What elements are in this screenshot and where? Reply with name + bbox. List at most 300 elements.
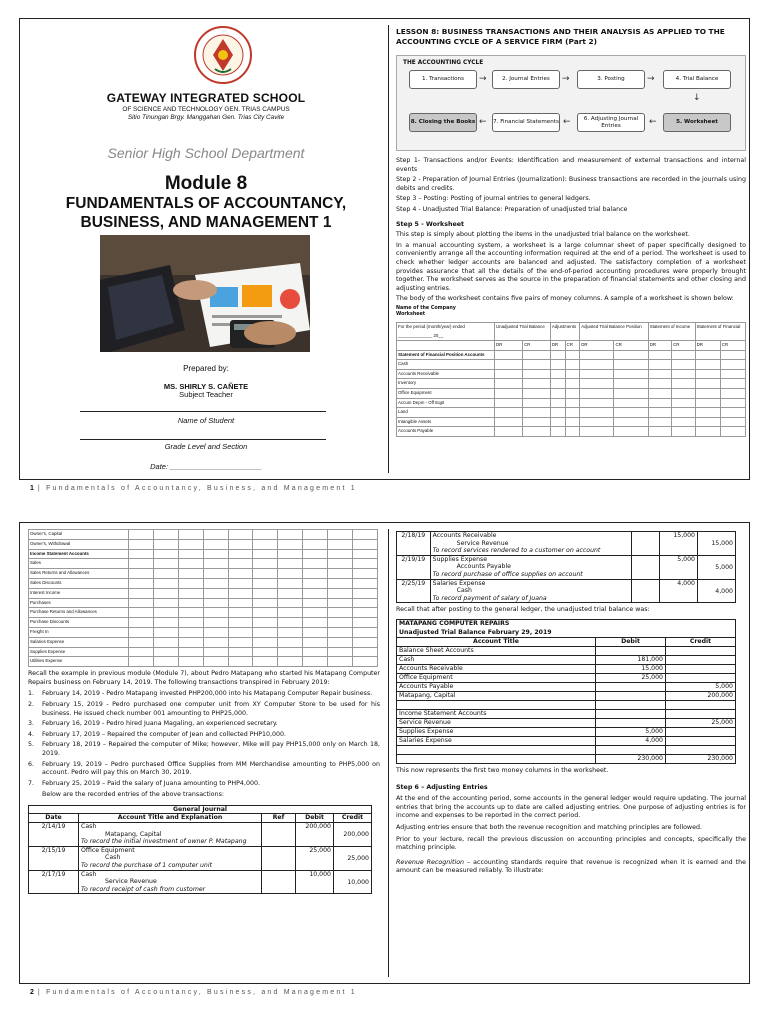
ws-cr: CR: [522, 341, 550, 351]
ws-cell: [303, 588, 328, 598]
ws-cell: [303, 549, 328, 559]
ws-cell: [522, 389, 550, 399]
ws-cell: [178, 530, 203, 540]
ws-cell: [550, 427, 565, 437]
ws-cell: [550, 408, 565, 418]
ws-cell: [303, 618, 328, 628]
ws-cell: [203, 618, 228, 628]
worksheet-account: Purchases: [29, 598, 129, 608]
arrow-right-icon: →: [479, 74, 487, 84]
ws-cell: [153, 637, 178, 647]
tb-credit: [666, 700, 736, 709]
ws-group-atb: Adjusted Trial Balance Position: [580, 322, 649, 340]
ws-cell: [203, 608, 228, 618]
gj-header: Account Title and Explanation: [79, 814, 262, 823]
ws-cell: [303, 598, 328, 608]
tb-debit: [596, 691, 666, 700]
worksheet-row: [397, 389, 746, 399]
left-column: [28, 529, 380, 894]
transaction-item: [28, 741, 380, 758]
worksheet-row: [29, 578, 378, 588]
credit-value: 10,000: [347, 878, 369, 886]
worksheet-row: [397, 417, 746, 427]
prepared-by-label: Prepared by:: [183, 364, 229, 373]
worksheet-row: [29, 657, 378, 667]
ws-cell: [328, 578, 353, 588]
worksheet-row: [397, 369, 746, 379]
ws-cell: [303, 530, 328, 540]
trial-balance-table: [396, 619, 736, 764]
page-number: 2: [30, 989, 34, 996]
entry-debit: 15,000: [660, 532, 698, 556]
ws-cell: [648, 427, 671, 437]
credit-account: Accounts Payable: [456, 563, 511, 571]
credit-account: Cash: [105, 854, 121, 862]
lesson-title: LESSON 8: BUSINESS TRANSACTIONS AND THEIR ANALYSIS AS APPLIED TO THE ACCOUNTING CYCLE OF A SERVICE FIRM (Part 2): [396, 27, 725, 46]
school-campus: OF SCIENCE AND TECHNOLOGY GEN. TRIAS CAMPUS: [122, 106, 290, 113]
ws-cell: [522, 350, 550, 360]
journal-entry: [397, 555, 736, 579]
tb-credit: [666, 655, 736, 664]
ws-cell: [278, 618, 303, 628]
footer-page-2: 2 | Fundamentals of Accountancy, Business, and Management 1: [30, 989, 357, 996]
ws-cell: [695, 350, 720, 360]
ws-cell: [278, 598, 303, 608]
worksheet-account: Utilities Expense: [29, 657, 129, 667]
ws-cell: [648, 350, 671, 360]
ws-cell: [565, 379, 580, 389]
worksheet-account: Sales: [29, 559, 129, 569]
transaction-text: February 19, 2019 – Pedro purchased Office Supplies from MM Merchandise amounting to PHP5,000 on account. Pedro will pay this on March 30, 2019.: [42, 760, 380, 777]
tb-credit: 25,000: [666, 718, 736, 727]
ws-cell: [278, 569, 303, 579]
tb-credit: [666, 709, 736, 718]
ws-cell: [228, 647, 253, 657]
entry-date: 2/17/19: [29, 870, 79, 894]
tb-row: [397, 754, 736, 763]
ws-cell: [522, 398, 550, 408]
transaction-text: February 14, 2019 - Pedro Matapang invested PHP200,000 into his Matapang Computer Repair business.: [42, 690, 373, 698]
worksheet-account: Supplies Expense: [29, 647, 129, 657]
cycle-step-posting: 3. Posting: [577, 70, 645, 89]
ws-cell: [129, 618, 154, 628]
ws-cell: [278, 608, 303, 618]
ws-dr: DR: [580, 341, 614, 351]
student-name-line[interactable]: [80, 411, 326, 412]
worksheet-row: [29, 637, 378, 647]
ws-cell: [353, 608, 378, 618]
entry-accounts: [430, 532, 631, 556]
ws-cell: [253, 549, 278, 559]
worksheet-account: Accum Depm - Off Eqpt: [397, 398, 495, 408]
step-5-heading: Step 5 - Worksheet: [396, 220, 465, 228]
general-journal-continued: [396, 531, 736, 603]
ws-cell: [495, 389, 523, 399]
entry-accounts: [79, 870, 262, 894]
worksheet-account: Income Statement Accounts: [29, 549, 129, 559]
teacher-role: Subject Teacher: [179, 390, 233, 399]
ws-cell: [672, 350, 695, 360]
ws-cell: [303, 578, 328, 588]
recall-text: Recall that after posting to the general ledger, the unadjusted trial balance was:: [396, 606, 650, 614]
ws-cell: [353, 559, 378, 569]
ws-cell: [328, 530, 353, 540]
ws-cell: [580, 398, 614, 408]
tb-account: [397, 745, 596, 754]
ws-cell: [303, 608, 328, 618]
ws-cell: [672, 360, 695, 370]
credit-value: 5,000: [715, 563, 733, 571]
ws-cell: [614, 360, 648, 370]
tb-account: Office Equipment: [397, 673, 596, 682]
ws-cell: [672, 389, 695, 399]
worksheet-row: [29, 588, 378, 598]
below-text: Below are the recorded entries of the above transactions:: [42, 791, 224, 799]
tb-credit: [666, 727, 736, 736]
ws-cell: [614, 379, 648, 389]
gj-title: General Journal: [29, 805, 372, 814]
ws-cell: [353, 618, 378, 628]
transaction-number: 5.: [28, 741, 35, 749]
transaction-text: February 18, 2019 – Repaired the computer of Mike; however, Mike will pay PHP15,000 only on March 18, 2019.: [42, 741, 380, 757]
worksheet-account: Purchase Discounts: [29, 618, 129, 628]
entry-accounts: [430, 579, 631, 603]
ws-cell: [580, 408, 614, 418]
module-number: Module 8: [164, 173, 248, 194]
ws-cell: [522, 360, 550, 370]
ws-cell: [153, 559, 178, 569]
credit-value: 200,000: [343, 831, 369, 839]
ws-cell: [203, 637, 228, 647]
tb-row: [397, 682, 736, 691]
ws-cell: [253, 637, 278, 647]
ws-dr: DR: [495, 341, 523, 351]
ws-group-adj: Adjustments: [550, 322, 579, 340]
entry-date: 2/19/19: [397, 555, 431, 579]
ws-cell: [228, 598, 253, 608]
page-2: [19, 522, 750, 984]
credit-account: Service Revenue: [456, 539, 509, 547]
worksheet-account: Intangible Assets: [397, 417, 495, 427]
ws-cell: [129, 588, 154, 598]
tb-debit: [596, 709, 666, 718]
ws-cell: [153, 608, 178, 618]
tb-row: [397, 709, 736, 718]
ws-cell: [720, 408, 745, 418]
worksheet-row: [397, 379, 746, 389]
ws-group-utb: Unadjusted Trial Balance: [495, 322, 551, 340]
step-6-para-1: At the end of the accounting period, some accounts in the general ledger would require updating. The journal entries that bring the accounts up to date are called adjusting entries. One purpose of adjusting entries is for income and expenses to be reported in the correct period.: [396, 795, 746, 820]
tb-row: [397, 655, 736, 664]
page-number: 1: [30, 485, 34, 492]
ws-cell: [253, 608, 278, 618]
debit-account: Accounts Receivable: [432, 532, 497, 539]
debit-account: Supplies Expense: [432, 555, 488, 563]
tb-account: Cash: [397, 655, 596, 664]
ws-cell: [153, 569, 178, 579]
tb-account: Matapang, Capital: [397, 691, 596, 700]
worksheet-row: [397, 360, 746, 370]
ws-cell: [203, 559, 228, 569]
ws-cell: [328, 637, 353, 647]
step-4: Step 4 - Unadjusted Trial Balance: Preparation of unadjusted trial balance: [396, 205, 628, 213]
ws-cell: [129, 539, 154, 549]
ws-cell: [178, 578, 203, 588]
grade-section-line[interactable]: [80, 439, 326, 440]
ws-cell: [228, 657, 253, 667]
debit-account: Salaries Expense: [432, 579, 486, 587]
ws-cell: [695, 398, 720, 408]
worksheet-account: Freight In: [29, 627, 129, 637]
entry-credit: [698, 532, 736, 556]
tb-debit: 25,000: [596, 673, 666, 682]
ws-cell: [672, 398, 695, 408]
step-6-para-2: Adjusting entries ensure that both the revenue recognition and matching principles are followed.: [396, 823, 702, 831]
ws-cell: [565, 389, 580, 399]
ws-cell: [303, 637, 328, 647]
ws-cell: [495, 369, 523, 379]
first-two-text: This now represents the first two money columns in the worksheet.: [396, 766, 609, 774]
tb-row: [397, 691, 736, 700]
entry-accounts: [79, 823, 262, 847]
ws-cell: [328, 569, 353, 579]
ws-cell: [153, 598, 178, 608]
worksheet-row: [29, 559, 378, 569]
transaction-item: [28, 761, 380, 778]
ws-cell: [648, 408, 671, 418]
tb-debit: [596, 700, 666, 709]
cycle-step-worksheet: 5. Worksheet: [663, 113, 731, 132]
tb-debit: 5,000: [596, 727, 666, 736]
ws-cell: [303, 539, 328, 549]
ws-cell: [565, 427, 580, 437]
transaction-number: 4.: [28, 730, 35, 738]
ws-cell: [278, 647, 303, 657]
credit-account: Cash: [456, 587, 472, 595]
cycle-step-closing: 8. Closing the Books: [409, 113, 477, 132]
ws-cell: [253, 588, 278, 598]
ws-cell: [720, 389, 745, 399]
ws-cell: [565, 360, 580, 370]
tb-row: [397, 673, 736, 682]
ws-cell: [228, 578, 253, 588]
entry-debit: 25,000: [296, 846, 334, 870]
ws-cell: [720, 379, 745, 389]
grade-section-label: Grade Level and Section: [164, 442, 248, 451]
ws-cell: [203, 549, 228, 559]
transaction-text: February 17, 2019 – Repaired the computer of Jean and collected PHP10,000.: [42, 730, 287, 738]
school-seal-icon: [193, 25, 253, 85]
ws-cell: [672, 408, 695, 418]
ws-cell: [278, 627, 303, 637]
worksheet-company: Name of the Company: [396, 305, 456, 311]
ws-cell: [178, 657, 203, 667]
gj-header: Ref: [262, 814, 296, 823]
ws-cell: [153, 657, 178, 667]
gj-header: Credit: [334, 814, 372, 823]
tb-header: Debit: [596, 637, 666, 646]
arrow-left-icon: ←: [649, 117, 657, 127]
ws-cell: [203, 647, 228, 657]
tb-account: Accounts Receivable: [397, 664, 596, 673]
worksheet-account: Sales Returns and Allowances: [29, 569, 129, 579]
worksheet-account: Salaries Expense: [29, 637, 129, 647]
ws-cell: [178, 549, 203, 559]
ws-cell: [695, 389, 720, 399]
ws-cell: [178, 627, 203, 637]
ws-cell: [253, 559, 278, 569]
ws-cell: [397, 341, 495, 351]
step-5-para-1: This step is simply about plotting the items in the unadjusted trial balance on the worksheet.: [396, 231, 690, 239]
tb-row: [397, 646, 736, 655]
transaction-number: 2.: [28, 700, 35, 708]
ws-cell: [565, 369, 580, 379]
credit-value: 15,000: [711, 540, 733, 547]
ws-cell: [580, 417, 614, 427]
transaction-number: 6.: [28, 760, 35, 768]
ws-cr: CR: [720, 341, 745, 351]
entry-ref: [632, 555, 660, 579]
tb-debit: [596, 682, 666, 691]
ws-cell: [550, 369, 565, 379]
tb-credit: [666, 646, 736, 655]
entry-date: 2/25/19: [397, 579, 431, 603]
ws-cell: [253, 657, 278, 667]
ws-cell: [203, 539, 228, 549]
tb-credit: [666, 664, 736, 673]
worksheet-row: [397, 350, 746, 360]
entry-explanation: To record payment of salary of Juana: [432, 594, 547, 602]
ws-group-is: Statement of Income: [648, 322, 695, 340]
ws-cell: [328, 627, 353, 637]
entry-explanation: To record services rendered to a customer on account: [432, 547, 601, 555]
worksheet-account: Accounts Receivable: [397, 369, 495, 379]
credit-value: 4,000: [715, 587, 733, 595]
ws-cr: CR: [672, 341, 695, 351]
ws-cell: [203, 578, 228, 588]
transaction-text: February 15, 2019 - Pedro purchased one computer unit from XY Computer Store to be used for his business. He issued check number 001 amounting to PHP25,000.: [42, 700, 380, 717]
entry-debit: 10,000: [296, 870, 334, 894]
ws-cell: [278, 549, 303, 559]
ws-cr: CR: [565, 341, 580, 351]
ws-cell: [353, 647, 378, 657]
ws-cell: [522, 408, 550, 418]
ws-cell: [153, 588, 178, 598]
ws-cell: [580, 389, 614, 399]
transaction-text: February 25, 2019 – Paid the salary of Juana amounting to PHP4,000.: [42, 779, 260, 787]
ws-cell: [228, 549, 253, 559]
entry-explanation: To record the purchase of 1 computer unit: [81, 862, 212, 870]
ws-cell: [153, 618, 178, 628]
worksheet-row: [397, 408, 746, 418]
cycle-step-transactions: 1. Transactions: [409, 70, 477, 89]
worksheet-row: [397, 427, 746, 437]
ws-cell: [565, 408, 580, 418]
credit-value: 25,000: [347, 854, 369, 862]
ws-cell: [614, 427, 648, 437]
ws-cell: [328, 598, 353, 608]
tb-debit: [596, 646, 666, 655]
transaction-item: [28, 780, 380, 789]
worksheet-account: Owner's, Withdrawal: [29, 539, 129, 549]
tb-account: Balance Sheet Accounts: [397, 646, 596, 655]
worksheet-row: [29, 530, 378, 540]
entry-ref: [632, 532, 660, 556]
entry-credit: [334, 846, 372, 870]
ws-cell: [129, 647, 154, 657]
ws-cell: [720, 350, 745, 360]
ws-cr: CR: [614, 341, 648, 351]
ws-cell: [720, 369, 745, 379]
ws-cell: [580, 369, 614, 379]
ws-cell: [614, 389, 648, 399]
worksheet-row: [29, 598, 378, 608]
ws-cell: [565, 417, 580, 427]
ws-cell: [522, 417, 550, 427]
ws-cell: [648, 398, 671, 408]
page-1: [19, 18, 750, 480]
school-name: GATEWAY INTEGRATED SCHOOL: [106, 91, 306, 105]
entry-date: 2/18/19: [397, 532, 431, 556]
ws-cell: [695, 408, 720, 418]
entry-date: 2/15/19: [29, 846, 79, 870]
ws-cell: [253, 618, 278, 628]
step-6-para-3: Prior to your lecture, recall the previous discussion on accounting principles and concepts, specifically the matching principle.: [396, 835, 746, 852]
tb-account: Income Statement Accounts: [397, 709, 596, 718]
ws-cell: [278, 539, 303, 549]
ws-cell: [353, 549, 378, 559]
ws-cell: [278, 637, 303, 647]
ws-cell: [303, 627, 328, 637]
step-2: Step 2 - Preparation of Journal Entries (Journalization): Business transactions are recorded in the journals using debits and credits.: [396, 176, 746, 192]
tb-row: [397, 727, 736, 736]
ws-cell: [614, 350, 648, 360]
ws-cell: [178, 588, 203, 598]
entry-debit: 5,000: [660, 555, 698, 579]
ws-cell: [129, 637, 154, 647]
ws-cell: [178, 608, 203, 618]
ws-cell: [153, 627, 178, 637]
entry-ref: [632, 579, 660, 603]
footer-page-1: 1 | Fundamentals of Accountancy, Business, and Management 1: [30, 485, 357, 492]
ws-cell: [495, 417, 523, 427]
step-5-para-3: The body of the worksheet contains five pairs of money columns. A sample of a worksheet is shown below:: [396, 295, 734, 303]
ws-cell: [228, 627, 253, 637]
arrow-right-icon: →: [562, 74, 570, 84]
worksheet-account: Interest Income: [29, 588, 129, 598]
column-divider: [388, 529, 389, 977]
entry-ref: [262, 870, 296, 894]
journal-entry: [29, 846, 372, 870]
ws-cell: [228, 637, 253, 647]
entry-explanation: To record the initial investment of owner P. Matapang: [81, 838, 247, 846]
tb-header: Account Title: [397, 637, 596, 646]
ws-cell: [303, 569, 328, 579]
ws-cell: [550, 350, 565, 360]
ws-cell: [129, 578, 154, 588]
ws-cell: [203, 588, 228, 598]
ws-cell: [550, 389, 565, 399]
ws-cell: [203, 530, 228, 540]
transaction-text: February 16, 2019 - Pedro hired Juana Magaling, an experienced secretary.: [42, 720, 278, 728]
column-divider: [388, 25, 389, 473]
ws-cell: [522, 369, 550, 379]
arrow-left-icon: ←: [479, 117, 487, 127]
ws-cell: [648, 389, 671, 399]
ws-cell: [178, 647, 203, 657]
ws-cell: [328, 647, 353, 657]
ws-cell: [328, 657, 353, 667]
